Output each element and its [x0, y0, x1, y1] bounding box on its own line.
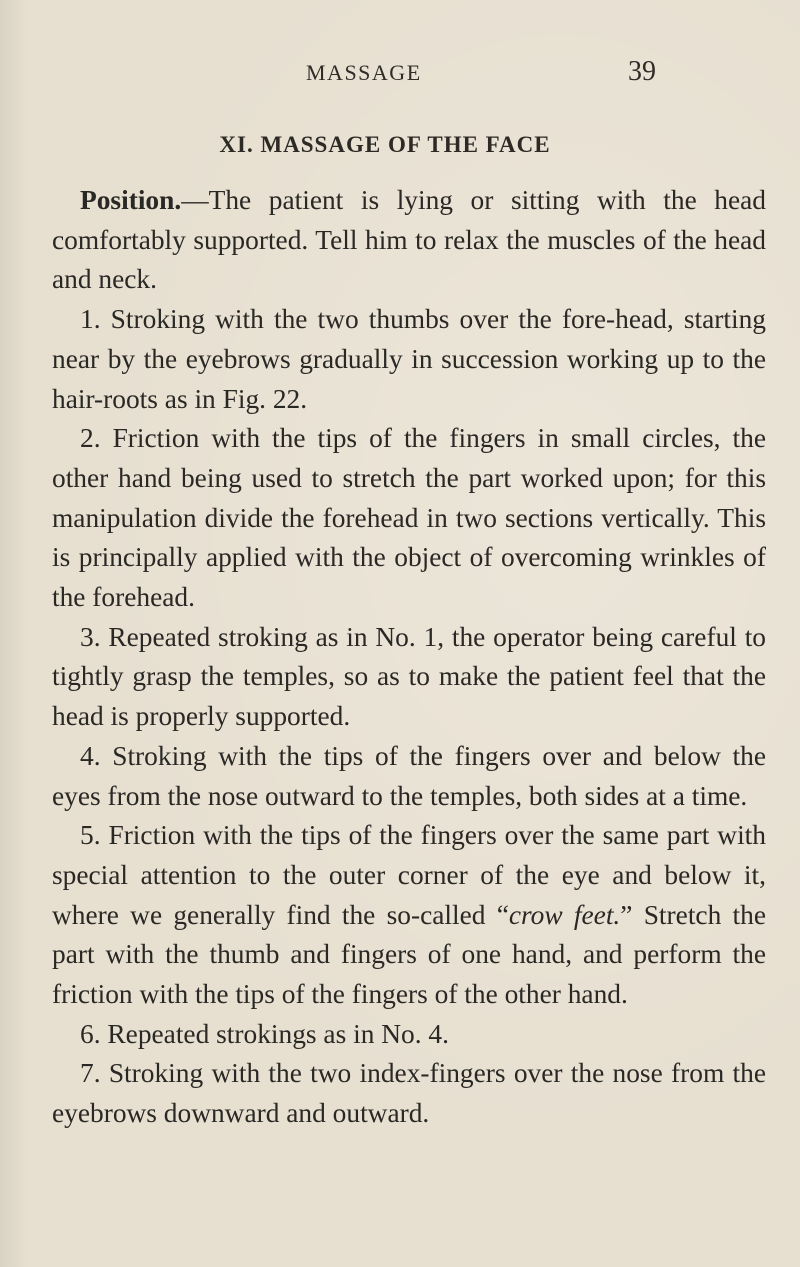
page-number: 39	[628, 56, 656, 87]
position-text: —The patient is lying or sitting with the head comfortably supported. Tell him to relax the muscles of the head and neck.	[52, 185, 766, 295]
paragraph-position	[52, 181, 766, 300]
paragraph-step-1: 1. Stroking with the two thumbs over the fore-head, starting near by the eyebrows gradually in succession working up to the hair-roots as in Fig. 22.	[52, 304, 766, 414]
step-5-text-before: 5. Friction with the tips of the fingers over the same part with special attention to the outer corner of the eye and below it, where we generally find the so-called “	[52, 820, 766, 930]
running-head	[0, 56, 800, 100]
running-title: MASSAGE	[306, 60, 422, 85]
position-heading: Position.	[80, 185, 182, 215]
step-5-italic-term: crow feet.	[508, 899, 621, 930]
section-title: XI. MASSAGE OF THE FACE	[219, 132, 551, 157]
paragraph-step-2: 2. Friction with the tips of the fingers in small circles, the other hand being used to stretch the part worked upon; for this manipulation divide the forehead in two sections vertically. This is principally applied with the object of overcoming wrinkles of the forehead.	[52, 423, 766, 613]
paragraph-step-3: 3. Repeated stroking as in No. 1, the operator being careful to tightly grasp the temples, so as to make the patient feel that the head is properly supported.	[52, 621, 766, 732]
paragraph-step-6: 6. Repeated strokings as in No. 4.	[80, 1018, 449, 1049]
paragraph-step-7: 7. Stroking with the two index-fingers over the nose from the eyebrows downward and outward.	[52, 1058, 766, 1129]
paragraph-step-5	[52, 816, 766, 1015]
paragraph-step-4: 4. Stroking with the tips of the fingers over and below the eyes from the nose outward to the temples, both sides at a time.	[52, 740, 766, 811]
step-5-text-after: ” Stretch the part with the thumb and fingers of one hand, and perform the friction with the tips of the fingers of the other hand.	[52, 899, 766, 1010]
body-text	[52, 181, 766, 1134]
